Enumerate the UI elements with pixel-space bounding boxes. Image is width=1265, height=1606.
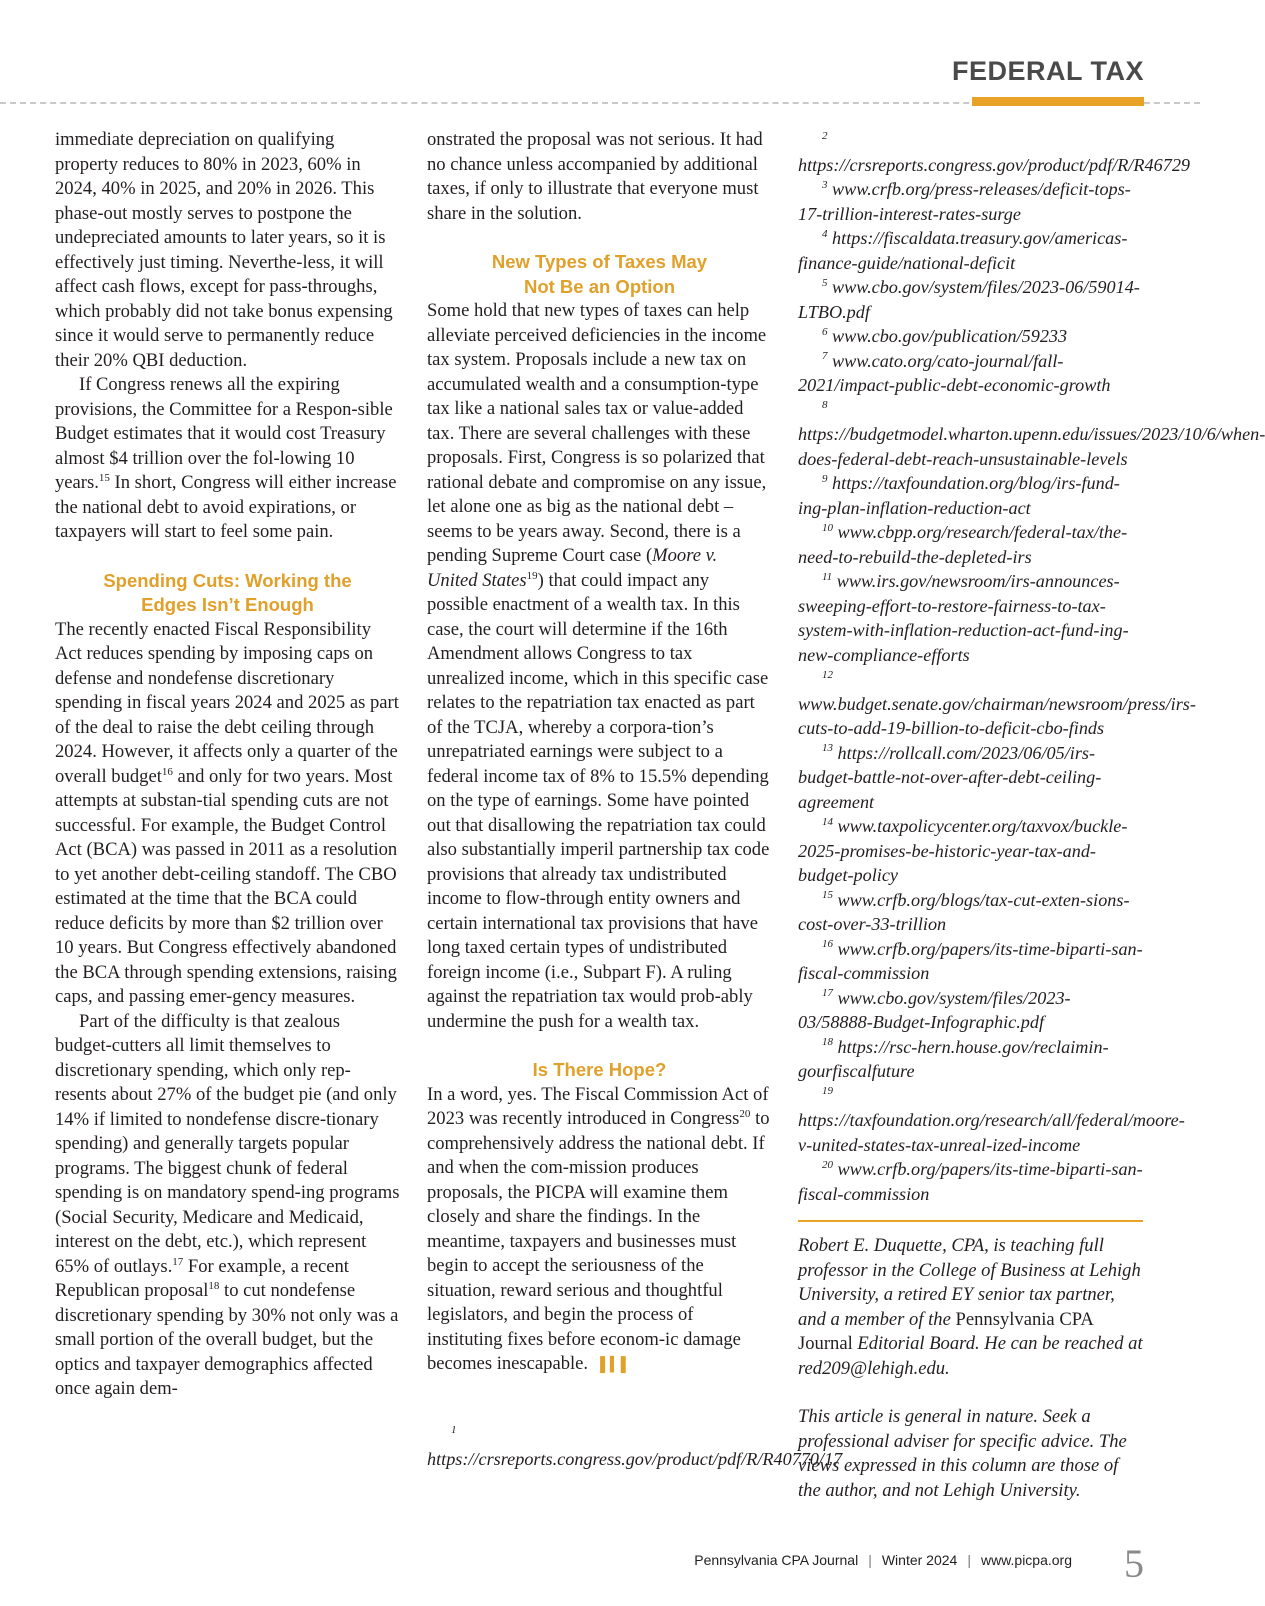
endnote-item[interactable]: $^9$ https://taxfoundation.org/blog/irs-fund-ing-plan-inflation-reduction-act bbox=[798, 472, 1120, 518]
paragraph: onstrated the proposal was not serious. It had no chance unless accompanied by additional taxes, if only to illustrate that everyone must share in the solution. bbox=[427, 129, 763, 224]
author-bio: Robert E. Duquette, CPA, is teaching full professor in the College of Business at Lehigh University, a retired EY senior tax partner, and a member of the Pennsylvania CPA Journal Editorial Board. He can be reached at red209@lehigh.edu. bbox=[798, 1235, 1143, 1379]
endnote-item[interactable]: $^7$ www.cato.org/cato-journal/fall-2021/impact-public-debt-economic-growth bbox=[798, 350, 1111, 395]
endnote-item[interactable]: $^{15}$ www.crfb.org/blogs/tax-cut-exten-sions-cost-over-33-trillion bbox=[798, 889, 1130, 934]
paragraph: The recently enacted Fiscal Responsibility Act reduces spending by imposing caps on defense and nondefense discretionary spending in fiscal years 2024 and 2025 as part of the deal to raise the debt ceiling through 2024. However, it affects only a quarter of the overall budget$^{16}$ and only for two years. Most attempts at substan-tial spending cuts are not successful. For example, the Budget Control Act (BCA) was passed in 2011 as a resolution to yet another debt-ceiling standoff. The CBO estimated at the time that the BCA could reduce deficits by more than $2 trillion over 10 years. But Congress effectively abandoned the BCA through spending extensions, raising caps, and passing emer-gency measures. bbox=[55, 618, 399, 1007]
endnote-item[interactable]: $^{17}$ www.cbo.gov/system/files/2023-03/58888-Budget-Infographic.pdf bbox=[798, 987, 1071, 1032]
header-accent-bar bbox=[972, 97, 1144, 106]
column-3 bbox=[798, 128, 1265, 1503]
endnote-item[interactable]: $^{16}$ www.crfb.org/papers/its-time-biparti-san-fiscal-commission bbox=[798, 938, 1143, 983]
subheading-new-taxes: New Types of Taxes May Not Be an Option bbox=[491, 251, 708, 297]
page-footer bbox=[0, 1540, 1200, 1586]
endnote-item[interactable]: $^5$ www.cbo.gov/system/files/2023-06/59014-LTBO.pdf bbox=[798, 276, 1140, 322]
subheading-spending-cuts: Spending Cuts: Working the Edges Isn’t Enough bbox=[103, 569, 352, 615]
endnote-item[interactable]: $^{10}$ www.cbpp.org/research/federal-tax/the-need-to-rebuild-the-depleted-irs bbox=[798, 521, 1128, 567]
endnote-item[interactable]: $^4$ https://fiscaldata.treasury.gov/americas-finance-guide/national-deficit bbox=[798, 227, 1128, 273]
end-of-article-icon: ▌▍▌ bbox=[600, 1358, 631, 1373]
endnote-item[interactable]: $^{18}$ https://rsc-hern.house.gov/reclaimin-gourfiscalfuture bbox=[798, 1036, 1109, 1081]
bio-divider bbox=[798, 1220, 1143, 1222]
endnote-item[interactable]: $^{19}$ https://taxfoundation.org/research/all/federal/moore-v-united-states-tax-unreal-ized-income bbox=[798, 1085, 1185, 1155]
footer-issue: Winter 2024 bbox=[881, 1552, 958, 1568]
paragraph: Some hold that new types of taxes can help alleviate perceived deficiencies in the income tax system. Proposals include a new tax on accumulated wealth and a consumption-type tax like a national sales tax or value-added tax. There are several challenges with these proposals. First, Congress is so polarized that rational debate and compromise on any issue, let alone one as big as the national debt – seems to be years away. Second, there is a pending Supreme Court case (Moore v. United States$^{19}$) that could impact any possible enactment of a wealth tax. In this case, the court will determine if the 16th Amendment allows Congress to tax unrealized income, which in this specific case relates to the repatriation tax enacted as part of the TCJA, whereby a corpora-tion’s unrepatriated earnings were subject to a federal income tax of 8% to 15.5% depending on the type of earnings. Some have pointed out that disallowing the repatriation tax could also substantially imperil partnership tax code provisions that already tax undistributed income to flow-through entity owners and certain international tax provisions that have long taxed certain types of undistributed foreign income (i.e., Subpart F). A ruling against the repatriation tax would prob-ably undermine the push for a wealth tax. bbox=[427, 300, 770, 1032]
endnote-item[interactable]: $^{11}$ www.irs.gov/newsroom/irs-announces-sweeping-effort-to-restore-fairness-to-tax-system-with-inflation-reduction-act-fund-ing-new-compliance-efforts bbox=[798, 570, 1129, 665]
section-title: FEDERAL TAX bbox=[951, 56, 1144, 86]
disclaimer: This article is general in nature. Seek a professional adviser for specific advice. The views expressed in this column are those of the author, and not Lehigh University. bbox=[798, 1406, 1127, 1501]
column-1 bbox=[55, 128, 400, 1402]
footer-website[interactable]: www.picpa.org bbox=[980, 1552, 1072, 1568]
paragraph: Part of the difficulty is that zealous budget-cutters all limit themselves to discretionary spending, which only rep-resents about 27% of the budget pie (and only 14% if limited to nondefense discre-tionary spending) and generally targets popular programs. The biggest chunk of federal spending is on mandatory spend-ing programs (Social Security, Medicare and Medicaid, interest on the debt, etc.), which represent 65% of outlays.$^{17}$ For example, a recent Republican proposal$^{18}$ to cut nondefense discretionary spending by 30% not only was a small portion of the overall budget, but the optics and taxpayer demographics affected once again dem- bbox=[55, 1010, 400, 1399]
endnote-item[interactable]: $^{12}$ www.budget.senate.gov/chairman/newsroom/press/irs-cuts-to-add-19-billion-to-deficit-cbo-finds bbox=[798, 668, 1196, 738]
column-2 bbox=[427, 128, 772, 1379]
footer-publication: Pennsylvania CPA Journal bbox=[694, 1552, 859, 1568]
page-number: 5 bbox=[1124, 1541, 1144, 1586]
paragraph: immediate depreciation on qualifying property reduces to 80% in 2023, 60% in 2024, 40% in 2025, and 20% in 2026. This phase-out mostly serves to postpone the undepreciated amounts to later years, so it is effectively just timing. Neverthe-less, it will affect cash flows, except for pass-throughs, which probably did not take bonus expensing since it would serve to permanently reduce their 20% QBI deduction. bbox=[55, 129, 393, 371]
endnote-item[interactable]: $^{20}$ www.crfb.org/papers/its-time-biparti-san-fiscal-commission bbox=[798, 1158, 1143, 1204]
endnote-item[interactable]: $^6$ www.cbo.gov/publication/59233 bbox=[822, 325, 1068, 346]
endnote-item[interactable]: $^8$ https://budgetmodel.wharton.upenn.edu/issues/2023/10/6/when-does-federal-debt-reach-unsustainable-levels bbox=[798, 399, 1265, 469]
subheading-hope: Is There Hope? bbox=[532, 1059, 667, 1080]
footer-text: Pennsylvania CPA Journal | Winter 2024 | www.picpa.org bbox=[694, 1552, 1072, 1568]
endnotes-list bbox=[798, 128, 1265, 1206]
paragraph: In a word, yes. The Fiscal Commission Act of 2023 was recently introduced in Congress$^{20}$ to comprehensively address the national debt. If and when the com-mission produces proposals, the PICPA will examine them closely and share the findings. In the meantime, taxpayers and businesses must begin to accept the seriousness of the situation, reward serious and thoughtful legislators, and begin the process of instituting fixes before econom-ic damage becomes inescapable. ▌▍▌ bbox=[427, 1083, 772, 1379]
endnote-item[interactable]: $^{14}$ www.taxpolicycenter.org/taxvox/buckle-2025-promises-be-historic-year-tax-and-budget-policy bbox=[798, 815, 1128, 885]
endnote-item[interactable]: $^3$ www.crfb.org/press-releases/deficit-tops-17-trillion-interest-rates-surge bbox=[798, 178, 1131, 224]
endnote-item[interactable]: $^2$ https://crsreports.congress.gov/product/pdf/R/R46729 bbox=[798, 129, 1191, 175]
endnote-item[interactable]: $^{13}$ https://rollcall.com/2023/06/05/irs-budget-battle-not-over-after-debt-ceiling-agreement bbox=[798, 742, 1102, 812]
footnote-1: $^1$ https://crsreports.congress.gov/product/pdf/R/R40770/17 bbox=[427, 1423, 843, 1469]
paragraph: If Congress renews all the expiring provisions, the Committee for a Respon-sible Budget estimates that it would cost Treasury almost $4 trillion over the fol-lowing 10 years.$^{15}$ In short, Congress will either increase the national debt to avoid expirations, or taxpayers will start to feel some pain. bbox=[55, 374, 397, 542]
